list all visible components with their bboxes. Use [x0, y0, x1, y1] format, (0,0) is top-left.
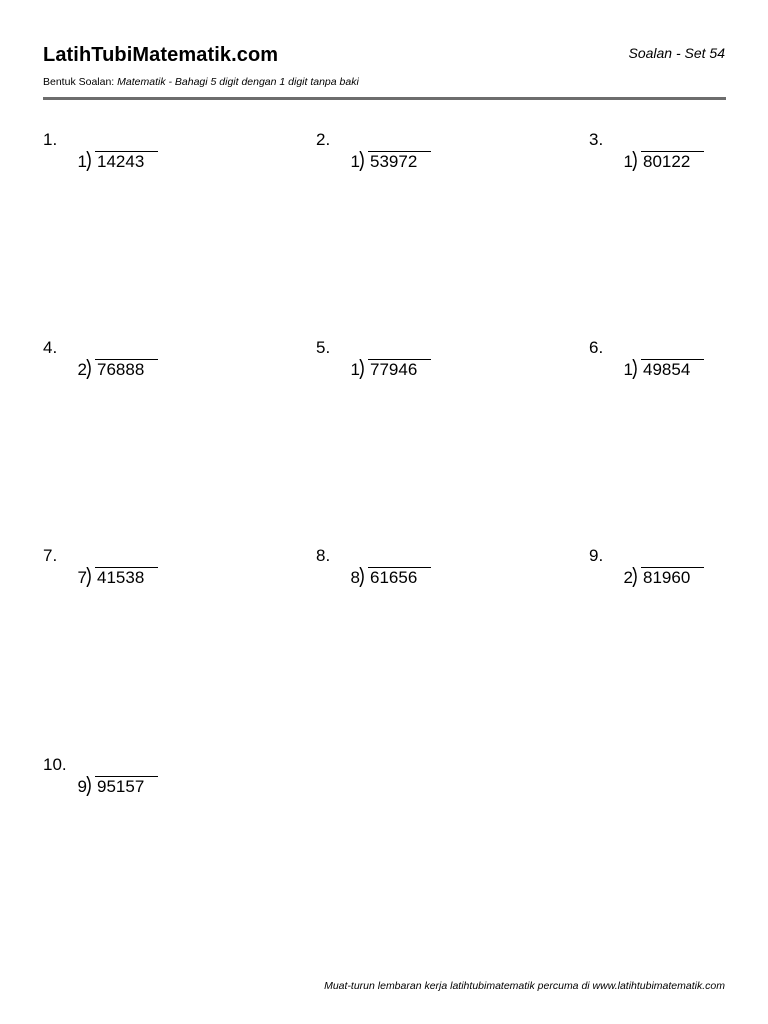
division-bracket-icon	[359, 567, 366, 587]
site-title: LatihTubiMatematik.com	[43, 44, 279, 66]
problem-number: 5.	[316, 338, 331, 357]
dividend: 49854	[641, 359, 704, 379]
dividend: 53972	[368, 151, 431, 171]
problem-5	[316, 338, 516, 398]
problem-number: 9.	[589, 546, 604, 565]
problem-number: 7.	[43, 546, 58, 565]
header-divider	[43, 97, 726, 100]
dividend: 61656	[368, 567, 431, 587]
problem-3	[589, 130, 768, 190]
divisor: 2	[623, 568, 633, 587]
problem-number: 10.	[43, 755, 67, 774]
divisor: 1	[350, 152, 360, 171]
division-bracket-icon	[632, 567, 639, 587]
divisor: 1	[623, 152, 633, 171]
division-bracket-icon	[86, 567, 93, 587]
dividend: 76888	[95, 359, 158, 379]
set-label: Soalan - Set 54	[628, 45, 725, 61]
divisor: 2	[77, 360, 87, 379]
problem-6	[589, 338, 768, 398]
dividend: 81960	[641, 567, 704, 587]
divisor: 9	[77, 777, 87, 796]
problem-10	[43, 755, 243, 815]
problem-8	[316, 546, 516, 606]
problem-4	[43, 338, 243, 398]
problem-number: 1.	[43, 130, 58, 149]
division-bracket-icon	[632, 359, 639, 379]
problem-number: 8.	[316, 546, 331, 565]
divisor: 8	[350, 568, 360, 587]
division-bracket-icon	[359, 151, 366, 171]
footer-note: Muat-turun lembaran kerja latihtubimatematik percuma di www.latihtubimatematik.com	[324, 980, 725, 992]
problem-number: 3.	[589, 130, 604, 149]
dividend: 80122	[641, 151, 704, 171]
division-bracket-icon	[632, 151, 639, 171]
problem-1	[43, 130, 243, 190]
problem-2	[316, 130, 516, 190]
worksheet-subtitle	[43, 76, 359, 88]
problem-7	[43, 546, 243, 606]
division-bracket-icon	[86, 151, 93, 171]
divisor: 1	[350, 360, 360, 379]
dividend: 41538	[95, 567, 158, 587]
divisor: 1	[623, 360, 633, 379]
dividend: 77946	[368, 359, 431, 379]
dividend: 95157	[95, 776, 158, 796]
divisor: 7	[77, 568, 87, 587]
problem-9	[589, 546, 768, 606]
problem-number: 2.	[316, 130, 331, 149]
divisor: 1	[77, 152, 87, 171]
problem-number: 4.	[43, 338, 58, 357]
dividend: 14243	[95, 151, 158, 171]
division-bracket-icon	[86, 359, 93, 379]
subtitle-topic: Matematik - Bahagi 5 digit dengan 1 digit tanpa baki	[117, 76, 359, 88]
division-bracket-icon	[86, 776, 93, 796]
problem-number: 6.	[589, 338, 604, 357]
division-bracket-icon	[359, 359, 366, 379]
subtitle-prefix: Bentuk Soalan:	[43, 76, 118, 88]
